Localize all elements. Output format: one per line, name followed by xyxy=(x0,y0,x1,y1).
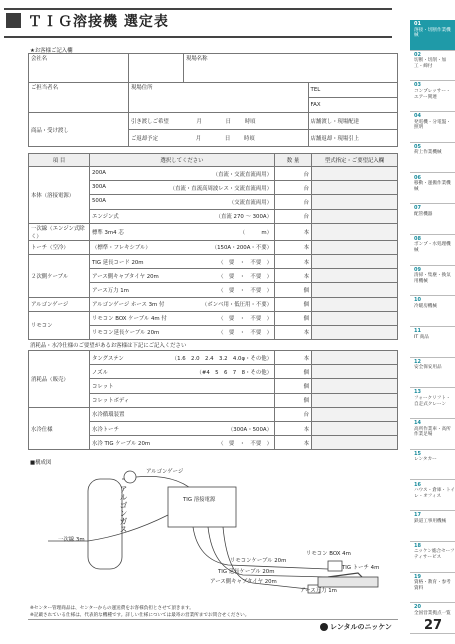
row-quantity[interactable]: 台 xyxy=(275,209,312,223)
delivery-label: 商品・受け渡し xyxy=(29,113,129,147)
person-label: ご担当者名 xyxy=(29,83,129,113)
sidebar-item-num: 05 xyxy=(414,143,421,150)
table-row xyxy=(29,167,398,181)
earth-clamp-label: アース万力 1m xyxy=(300,588,337,594)
footer-divider xyxy=(28,619,398,620)
row-note: （ボンベ用・低圧用・不要） xyxy=(201,302,272,309)
sidebar-item-14[interactable] xyxy=(410,419,455,450)
sidebar-item-num: 09 xyxy=(414,266,421,273)
row-request-field[interactable] xyxy=(312,407,398,421)
row-quantity[interactable]: 本 xyxy=(275,254,312,268)
brand-logo xyxy=(320,622,392,632)
row-quantity[interactable]: 個 xyxy=(275,297,312,311)
sidebar-item-num: 01 xyxy=(414,21,421,27)
sidebar-item-num: 17 xyxy=(414,512,421,519)
sidebar-item-06[interactable] xyxy=(410,174,455,205)
row-request-field[interactable] xyxy=(312,311,398,325)
row-note: （ 要 ・ 不要 ） xyxy=(218,440,272,447)
row-request-field[interactable] xyxy=(312,297,398,311)
row-item: 水冷循環装置 xyxy=(92,412,125,419)
sidebar-item-10[interactable] xyxy=(410,296,455,327)
sidebar-item-02[interactable] xyxy=(410,51,455,82)
row-option[interactable] xyxy=(90,254,275,268)
row-item: 200A xyxy=(92,169,106,176)
store-delivery[interactable]: 店舗渡し・現場配達 xyxy=(308,113,397,130)
spec-header-select: 選択してください xyxy=(90,154,275,167)
row-request-field[interactable] xyxy=(312,436,398,450)
row-option[interactable] xyxy=(90,209,275,223)
table-row xyxy=(29,311,398,325)
row-quantity[interactable]: 個 xyxy=(275,311,312,325)
row-option[interactable] xyxy=(90,283,275,297)
row-item: コレットボディ xyxy=(92,398,130,405)
sidebar-item-07[interactable] xyxy=(410,204,455,235)
remote-box-label: リモコン BOX 4m xyxy=(306,551,351,557)
power-source-box xyxy=(168,487,236,527)
sidebar-item-01[interactable] xyxy=(410,20,455,51)
row-request-field[interactable] xyxy=(312,325,398,339)
row-quantity[interactable]: 本 xyxy=(275,421,312,435)
sidebar-item-16[interactable] xyxy=(410,481,455,512)
row-option[interactable] xyxy=(90,311,275,325)
row-item: TIG 延長コード 20m xyxy=(92,259,144,266)
row-quantity[interactable]: 本 xyxy=(275,351,312,365)
row-option[interactable] xyxy=(90,407,275,421)
sidebar-item-label: 移動・運搬作業機械 xyxy=(414,181,451,192)
row-item: アース側キャブタイヤ 20m xyxy=(92,273,159,280)
title-square-icon xyxy=(6,13,21,28)
sidebar-item-12[interactable] xyxy=(410,358,455,389)
argon-gauge-icon xyxy=(124,471,136,483)
row-quantity[interactable]: 本 xyxy=(275,269,312,283)
row-note: （ 要 ・ 不要 ） xyxy=(218,259,272,266)
row-item: リモコン延長ケーブル 20m xyxy=(92,330,160,337)
sidebar-item-label: 冷暖房機械 xyxy=(414,303,437,309)
row-request-field[interactable] xyxy=(312,269,398,283)
sidebar-item-18[interactable] xyxy=(410,542,455,573)
company-value[interactable] xyxy=(129,54,184,83)
tig-torch-label: TIG トーチ 4m xyxy=(342,565,380,571)
row-option[interactable] xyxy=(90,436,275,450)
page-number: 27 xyxy=(424,618,443,633)
row-group-label: 消耗品（販売） xyxy=(29,351,90,408)
row-request-field[interactable] xyxy=(312,393,398,407)
row-note: （直流・直流高周波レス・交流直流両用） xyxy=(169,185,272,192)
spec-header-qty: 数 量 xyxy=(275,154,312,167)
sidebar-item-num: 12 xyxy=(414,358,421,365)
sidebar-item-num: 19 xyxy=(414,573,421,580)
store-return[interactable]: 店舗返却・現場引上 xyxy=(308,130,397,147)
remote-cable-label: リモコンケーブル 20m xyxy=(230,558,287,564)
row-note: （300A・500A） xyxy=(227,426,272,433)
sidebar-item-label: 切断・切削・加工・締付 xyxy=(414,58,447,69)
argon-cylinder xyxy=(88,479,122,569)
return-row xyxy=(129,130,309,147)
row-quantity[interactable]: 台 xyxy=(275,195,312,209)
return-month: 月 xyxy=(195,136,202,142)
row-note: （ 要 ・ 不要 ） xyxy=(218,273,272,280)
row-note: （ 要 ・ 不要 ） xyxy=(218,287,272,294)
sidebar-item-label: IT 商品 xyxy=(414,334,429,340)
table-row xyxy=(29,254,398,268)
sidebar-item-13[interactable] xyxy=(410,388,455,419)
spec-header-request: 型式指定・ご要望記入欄 xyxy=(312,154,398,167)
row-option[interactable] xyxy=(90,297,275,311)
row-request-field[interactable] xyxy=(312,223,398,240)
handover-day: 日 xyxy=(225,119,231,125)
sidebar-item-label: レンタカー xyxy=(414,457,437,463)
spec-table xyxy=(28,153,398,340)
sidebar-item-num: 03 xyxy=(414,82,421,89)
row-quantity[interactable]: 台 xyxy=(275,167,312,181)
remote-box-icon xyxy=(328,561,342,571)
row-option[interactable] xyxy=(90,269,275,283)
row-note: （#4 5 6 7 8・その他） xyxy=(196,369,272,376)
sidebar-item-num: 07 xyxy=(414,205,421,212)
row-option[interactable] xyxy=(90,325,275,339)
power-source-label: TIG 溶接電源 xyxy=(183,497,216,503)
company-label: 会社名 xyxy=(29,54,129,83)
sidebar-item-03[interactable] xyxy=(410,81,455,112)
row-quantity[interactable]: 個 xyxy=(275,365,312,379)
sidebar-item-label: ニッケン総合セーフティサービス xyxy=(414,549,455,561)
tig-extension-label: TIG 延長ケーブル 20m xyxy=(218,569,275,575)
row-item: 水冷トーチ xyxy=(92,426,119,433)
table-row xyxy=(29,240,398,254)
row-request-field[interactable] xyxy=(312,181,398,195)
row-item: アース万力 1m xyxy=(92,287,129,294)
return-label: ご返却予定 xyxy=(131,136,158,142)
sidebar-item-num: 16 xyxy=(414,481,421,488)
row-quantity[interactable]: 台 xyxy=(275,181,312,195)
table-row xyxy=(29,407,398,421)
row-item: 標準 3m4 芯 xyxy=(92,229,124,236)
row-request-field[interactable] xyxy=(312,283,398,297)
handover-month: 月 xyxy=(196,119,202,125)
sidebar-item-num: 10 xyxy=(414,297,421,304)
row-option[interactable] xyxy=(90,195,275,209)
row-option[interactable] xyxy=(90,351,275,365)
row-request-field[interactable] xyxy=(312,365,398,379)
row-option[interactable] xyxy=(90,379,275,393)
sidebar-item-label: 鉄道工事用機械 xyxy=(414,518,447,524)
row-item: コレット xyxy=(92,383,114,390)
sidebar-item-label: 清掃・集塵・換気用機械 xyxy=(414,273,451,284)
row-group-label: 一次線（エンジン式除く） xyxy=(29,223,90,240)
sidebar-item-05[interactable] xyxy=(410,143,455,174)
row-option[interactable] xyxy=(90,167,275,181)
row-option[interactable] xyxy=(90,365,275,379)
sidebar-item-num: 08 xyxy=(414,235,421,242)
sidebar-item-label: 発電機・分電盤・照明 xyxy=(414,119,451,131)
consumables-table xyxy=(28,350,398,450)
argon-gas-label: アルゴンガス xyxy=(119,485,128,533)
sidebar-item-num: 11 xyxy=(414,328,421,334)
row-quantity[interactable]: 台 xyxy=(275,407,312,421)
row-request-field[interactable] xyxy=(312,195,398,209)
row-group-label: リモコン xyxy=(29,311,90,339)
sidebar-item-num: 14 xyxy=(414,420,421,427)
row-item: リモコン BOX ケーブル 4m 付 xyxy=(92,316,167,323)
row-item: アルゴンゲージ ホース 3m 付 xyxy=(92,302,165,309)
row-request-field[interactable] xyxy=(312,379,398,393)
customer-heading: ★お客様ご記入欄 xyxy=(30,48,73,54)
row-option[interactable] xyxy=(90,181,275,195)
sidebar-item-label: 安全保安用品 xyxy=(414,365,442,371)
handover-row xyxy=(129,113,309,130)
row-item: タングステン xyxy=(92,355,124,362)
row-note: （ m） xyxy=(239,229,272,236)
primary-cable-label: 一次線 3m xyxy=(58,537,85,543)
row-quantity[interactable]: 本 xyxy=(275,240,312,254)
row-group-label: ２次側ケーブル xyxy=(29,254,90,297)
sidebar-item-15[interactable] xyxy=(410,450,455,481)
row-option[interactable] xyxy=(90,421,275,435)
sidebar-item-label: 資格・教育・参考資料 xyxy=(414,580,451,591)
tel-label: TEL xyxy=(308,83,397,98)
row-item: ノズル xyxy=(92,369,108,376)
sidebar-item-19[interactable] xyxy=(410,573,455,604)
sidebar-item-label: フォークリフト・自走式クレーン xyxy=(414,395,451,407)
sidebar-item-17[interactable] xyxy=(410,511,455,542)
sidebar-item-label: 高所作業車・高所作業足場 xyxy=(414,426,451,438)
footer-note-1: ※センター管理商品は、センターからの運送費をお客様負担とさせて頂きます。 xyxy=(30,606,194,611)
row-quantity[interactable]: 個 xyxy=(275,283,312,297)
sidebar-item-label: ハウス・倉庫・トイレ・オフィス xyxy=(414,488,455,499)
row-note: （直流 270 ～ 300A） xyxy=(215,214,272,221)
row-group-label: 本体（溶接電源） xyxy=(29,167,90,224)
sidebar-item-label: ポンプ・水処理機械 xyxy=(414,242,451,254)
spec-header-item: 項 目 xyxy=(29,154,90,167)
row-note: （ 要 ・ 不要 ） xyxy=(218,316,272,323)
site-name-label: 現場名称 xyxy=(184,54,398,83)
sidebar-item-08[interactable] xyxy=(410,235,455,266)
sidebar-item-label: 全国営業拠点一覧 xyxy=(414,610,451,616)
row-item: 500A xyxy=(92,197,106,204)
row-quantity[interactable]: 本 xyxy=(275,325,312,339)
earth-cabtire-label: アース側キャブタイヤ 20m xyxy=(210,579,277,585)
row-item: 300A xyxy=(92,183,106,190)
row-request-field[interactable] xyxy=(312,254,398,268)
row-request-field[interactable] xyxy=(312,351,398,365)
brand-mark-icon xyxy=(320,623,328,631)
row-request-field[interactable] xyxy=(312,421,398,435)
handover-time: 時頃 xyxy=(244,119,256,125)
row-item: 水冷 TIG ケーブル 20m xyxy=(92,440,151,447)
table-row xyxy=(29,297,398,311)
site-address-label: 現場住所 xyxy=(129,83,309,113)
sidebar-item-label: 溶接・切断作業機械 xyxy=(414,27,451,39)
sidebar-item-09[interactable] xyxy=(410,266,455,297)
sidebar-item-num: 18 xyxy=(414,542,421,549)
row-group-label: アルゴンゲージ xyxy=(29,297,90,311)
row-request-field[interactable] xyxy=(312,209,398,223)
footer-note-2: ※記載されている仕様は、代表的な機種です。詳しい仕様については最寄の営業所までお問合せください。 xyxy=(30,613,250,618)
row-quantity[interactable]: 個 xyxy=(275,379,312,393)
page-title: ＴＩＧ溶接機 選定表 xyxy=(28,14,169,30)
diagram-heading: ■構成図 xyxy=(30,460,52,466)
row-note: （150A・200A・不要） xyxy=(211,245,272,252)
row-quantity[interactable]: 本 xyxy=(275,436,312,450)
fax-label: FAX xyxy=(308,98,397,113)
row-group-label: 水冷仕様 xyxy=(29,407,90,450)
return-time: 時頃 xyxy=(243,136,255,142)
row-item: （標準・フレキシブル） xyxy=(92,245,151,252)
row-note: （1.6 2.0 2.4 3.2 4.0φ・その他） xyxy=(171,355,272,362)
row-group-label: トーチ（空冷） xyxy=(29,240,90,254)
consumables-heading: 消耗品・水冷仕様のご要望があるお客様は下記にご記入ください xyxy=(30,343,187,349)
sidebar-item-num: 04 xyxy=(414,113,421,120)
row-note: （交流直流両用） xyxy=(228,199,272,206)
row-option[interactable] xyxy=(90,240,275,254)
customer-table xyxy=(28,53,398,147)
row-quantity[interactable]: 本 xyxy=(275,223,312,240)
row-option[interactable] xyxy=(90,223,275,240)
sidebar-item-label: 荷上作業機械 xyxy=(414,150,442,156)
table-row xyxy=(29,223,398,240)
table-row xyxy=(29,351,398,365)
row-quantity[interactable]: 個 xyxy=(275,393,312,407)
brand-text: レンタルのニッケン xyxy=(330,623,392,631)
sidebar-item-label: コンプレッサー・エアー関連 xyxy=(414,88,451,100)
sidebar-item-num: 02 xyxy=(414,51,421,58)
row-item: エンジン式 xyxy=(92,214,119,221)
row-request-field[interactable] xyxy=(312,167,398,181)
row-option[interactable] xyxy=(90,393,275,407)
sidebar-item-num: 06 xyxy=(414,174,421,181)
row-request-field[interactable] xyxy=(312,240,398,254)
return-day: 日 xyxy=(224,136,231,142)
row-note: （ 要 ・ 不要 ） xyxy=(218,330,272,337)
sidebar-item-num: 20 xyxy=(414,604,421,611)
sidebar-item-num: 13 xyxy=(414,389,421,396)
sidebar-item-num: 15 xyxy=(414,450,421,457)
row-note: （直流・交流直流両用） xyxy=(212,171,272,178)
handover-label: 引き渡しご希望 xyxy=(131,119,169,125)
sidebar-item-04[interactable] xyxy=(410,112,455,143)
sidebar-item-11[interactable] xyxy=(410,327,455,358)
argon-gauge-label: アルゴンゲージ xyxy=(146,469,184,475)
sidebar-item-label: 配管機器 xyxy=(414,211,433,217)
